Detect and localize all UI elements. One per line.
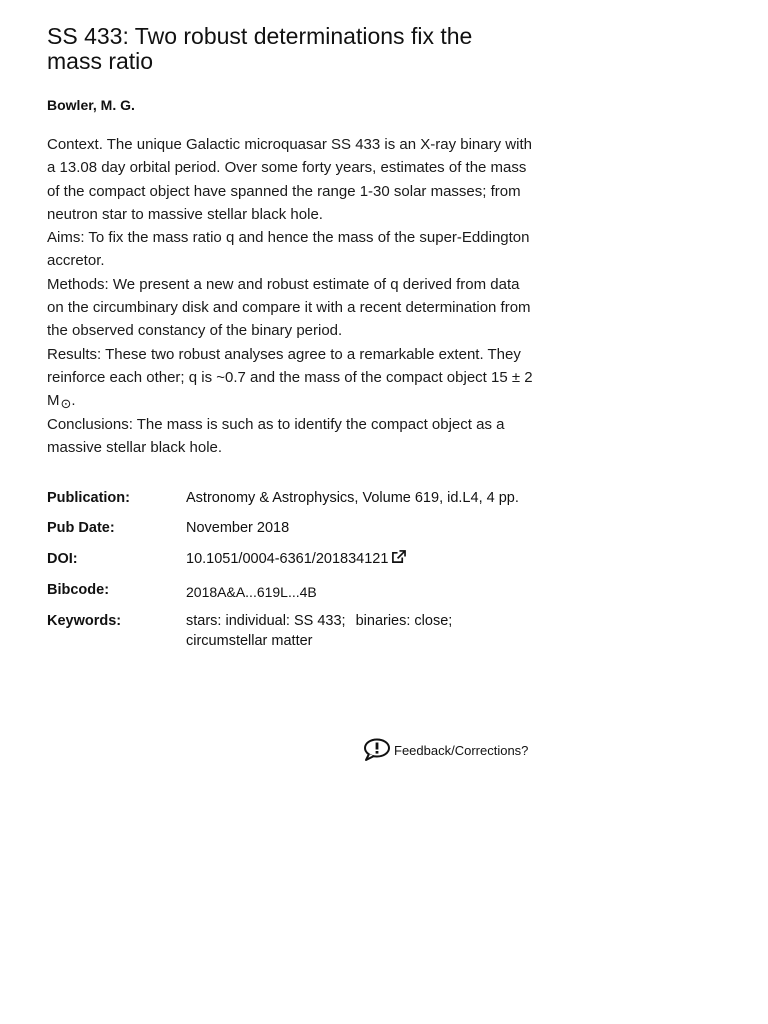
feedback-label: Feedback/Corrections? <box>394 742 529 758</box>
doi-label: DOI: <box>47 551 78 568</box>
keyword-link[interactable]: circumstellar matter <box>186 633 313 650</box>
keywords-label: Keywords: <box>47 613 122 630</box>
publication-row <box>47 488 533 508</box>
bibcode-value: 2018A&A...619L...4B <box>186 584 317 601</box>
metadata-table <box>47 488 533 651</box>
abstract-aims: Aims: To fix the mass ratio q and hence the mass of the super-Eddington accretor. <box>47 229 530 270</box>
abstract-results-text: Results: These two robust analyses agree to a remarkable extent. They reinforce each other; q is ~0.7 and the mass of the compact object 15 ± 2 M <box>47 345 533 410</box>
keywords-row <box>47 611 533 651</box>
doi-link[interactable]: 10.1051/0004-6361/201834121 <box>186 551 389 568</box>
page-title: SS 433: Two robust determinations fix the mass ratio <box>47 23 473 74</box>
bibcode-label: Bibcode: <box>47 582 110 599</box>
solar-mass-symbol: ⊙ <box>60 396 72 412</box>
feedback-corrections-link[interactable] <box>363 738 528 762</box>
keywords-value <box>186 611 533 651</box>
doi-row <box>47 549 533 569</box>
abstract-conclusions: Conclusions: The mass is such as to identify the compact object as a massive stellar black hole. <box>47 415 505 456</box>
bibcode-row <box>47 580 533 600</box>
publication-value: Astronomy & Astrophysics, Volume 619, id.L4, 4 pp. <box>186 490 519 507</box>
keyword-link[interactable]: stars: individual: SS 433; <box>186 613 346 630</box>
pubdate-row <box>47 518 533 538</box>
abstract-context: Context. The unique Galactic microquasar SS 433 is an X-ray binary with a 13.08 day orbital period. Over some forty years, estimates of the mass of the compact object have spanned the range 1-30 solar masses; from neutron star to massive stellar black hole. <box>47 136 532 223</box>
publication-label: Publication: <box>47 490 130 507</box>
pubdate-value: November 2018 <box>186 520 290 537</box>
author-link[interactable]: Bowler, M. G. <box>47 97 135 113</box>
pubdate-label: Pub Date: <box>47 520 115 537</box>
exclamation-speech-bubble-icon <box>363 738 391 762</box>
external-link-icon[interactable] <box>391 550 406 564</box>
abstract-results <box>47 343 533 413</box>
author-list <box>47 96 533 114</box>
doi-value <box>186 549 533 569</box>
abstract-methods: Methods: We present a new and robust estimate of q derived from data on the circumbinary disk and compare it with a recent determination from the observed constancy of the binary period. <box>47 275 531 340</box>
keyword-link[interactable]: binaries: close; <box>355 613 453 630</box>
abstract-text <box>47 133 533 459</box>
abstract-results-end: . <box>71 392 76 410</box>
abstract-page <box>47 24 533 661</box>
